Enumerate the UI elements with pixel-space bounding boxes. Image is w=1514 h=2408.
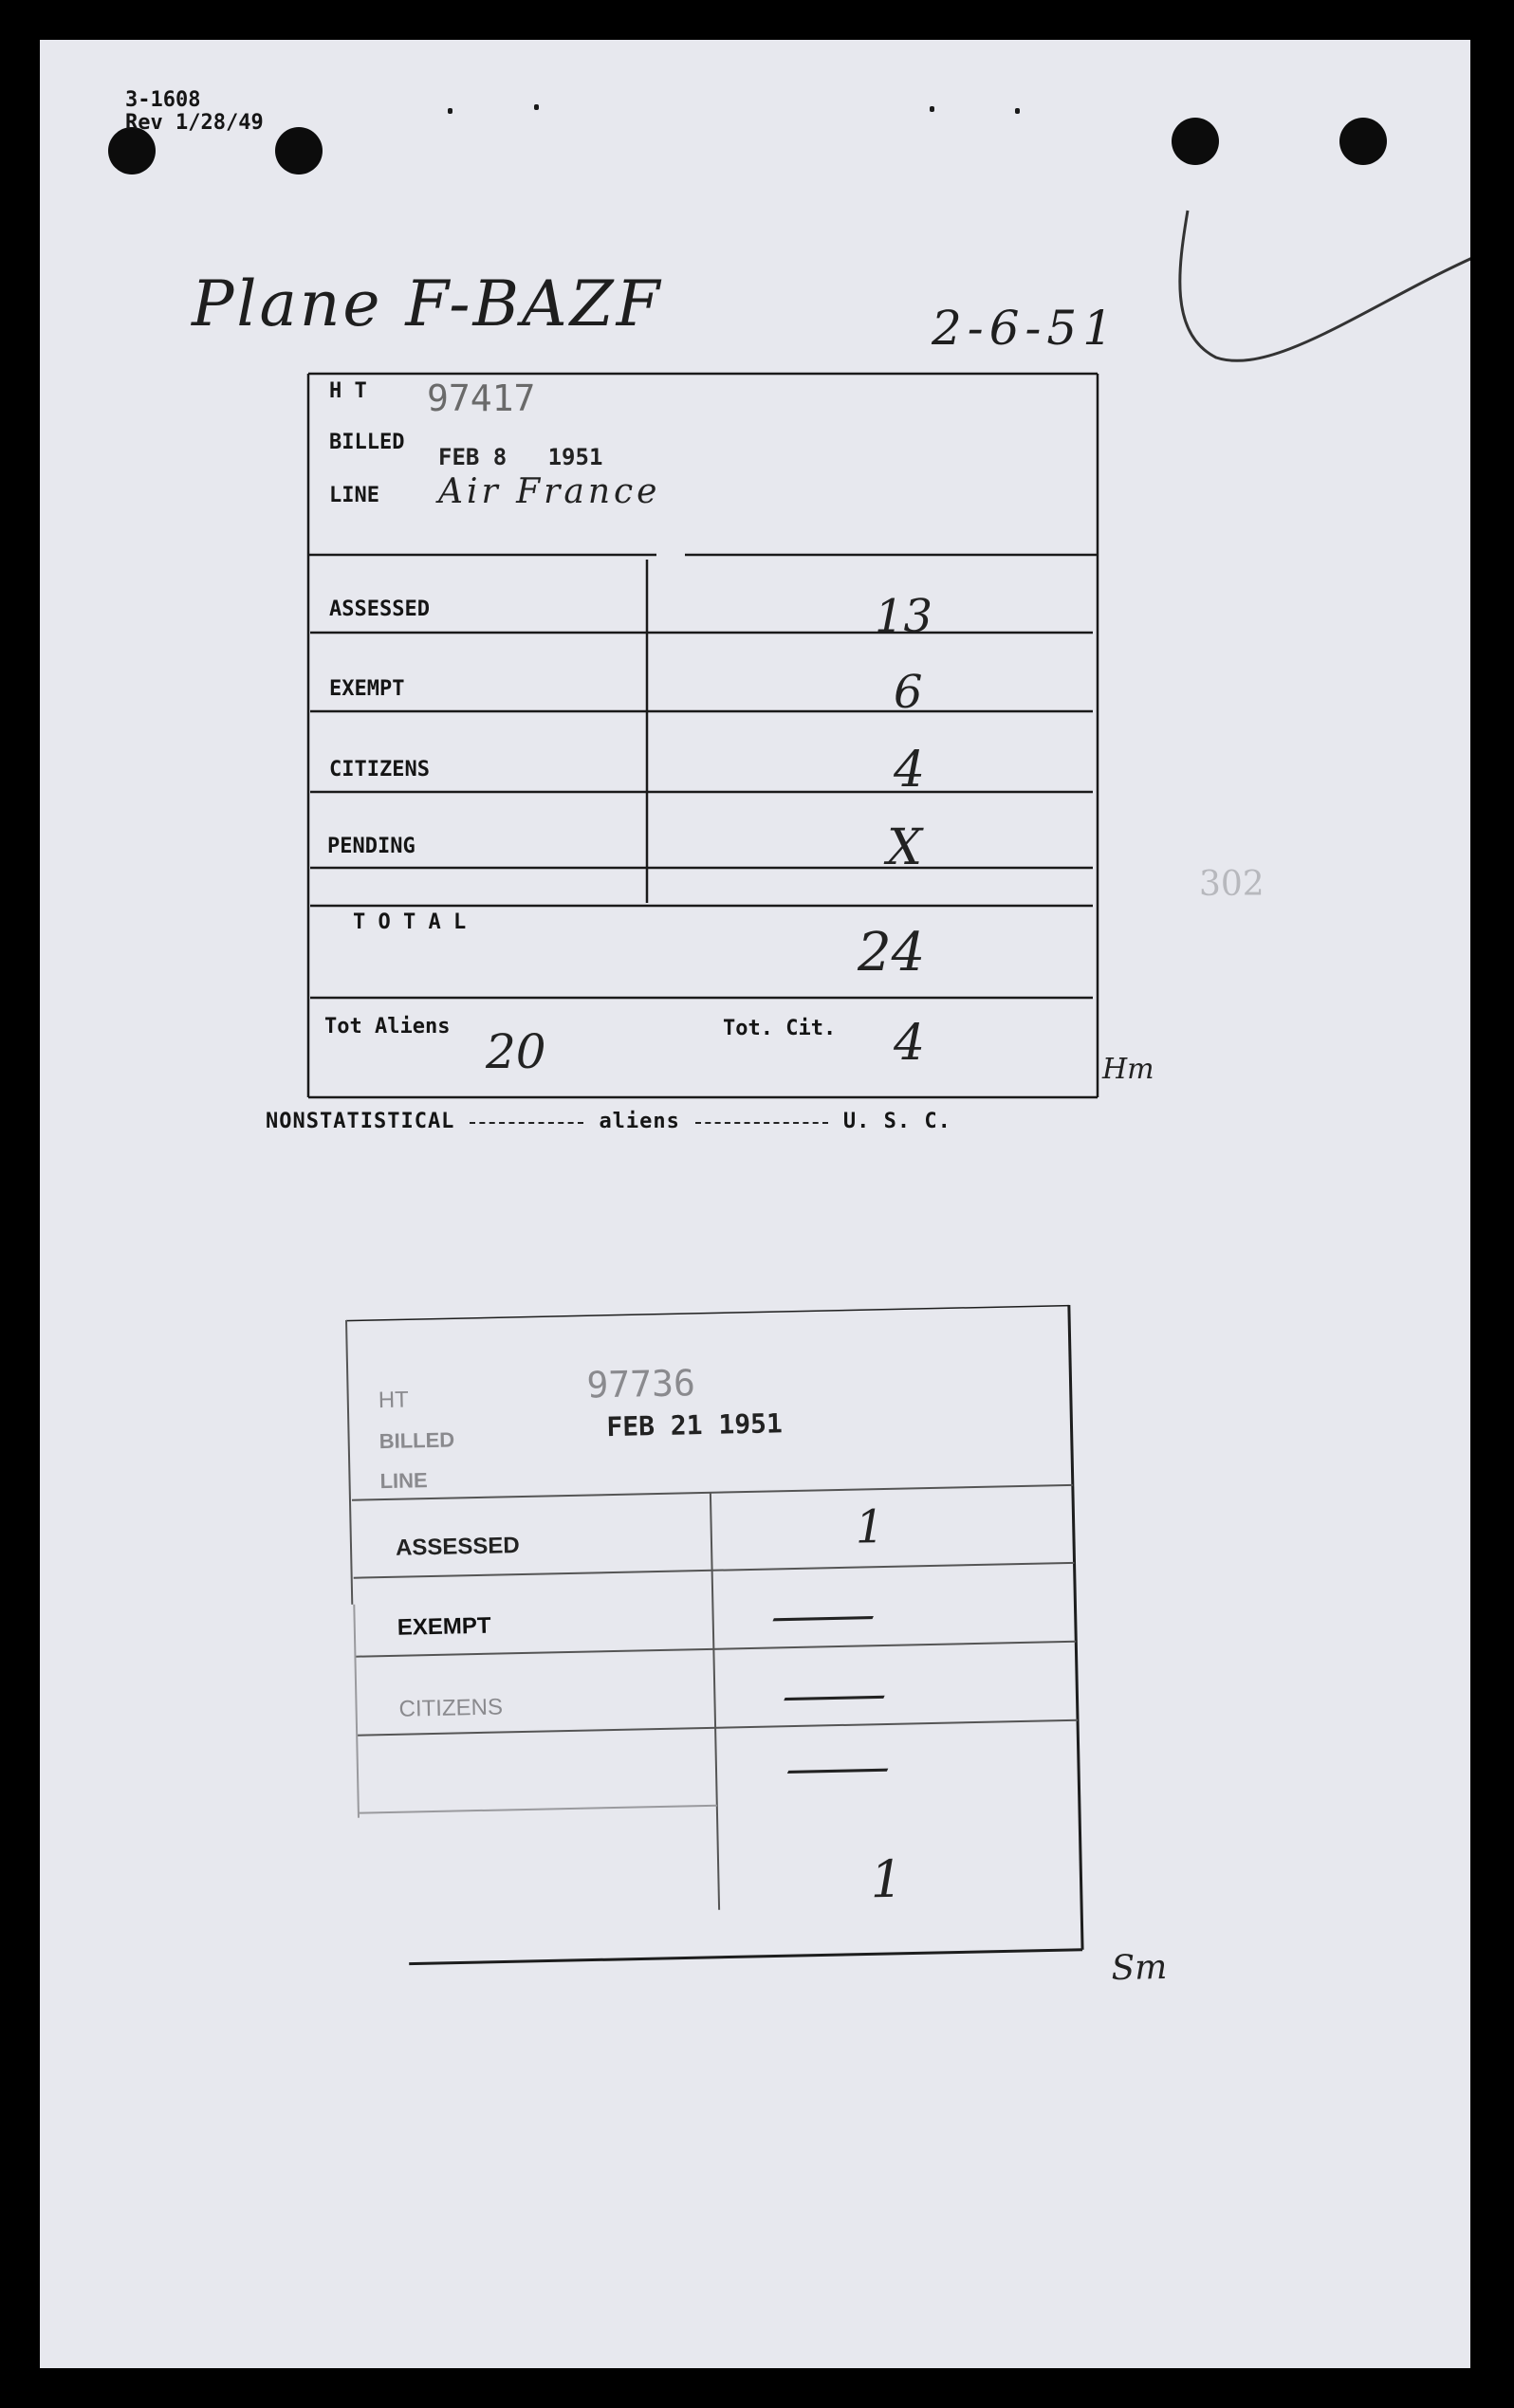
card1-initials: Hm [1102,1053,1154,1086]
card2-ht-label: HT [378,1387,410,1414]
nonstatistical-usc-label: U. S. C. [842,1110,951,1133]
nonstatistical-line [266,1110,951,1133]
card1-total-value: 24 [858,922,926,983]
card1-billed-label: BILLED [329,431,405,454]
card2-ht-number: 97736 [586,1362,696,1406]
tally-card-2 [339,1305,1168,1989]
card2-row-value: — [782,1739,894,1796]
nonstatistical-aliens-label: aliens [599,1110,680,1133]
card1-row-value: 6 [894,666,923,719]
plane-id: Plane F-BAZF [192,267,663,340]
nonstatistical-aliens-blank [470,1122,583,1124]
card1-billed-date: FEB 8 1951 [438,444,603,470]
card1-row-label: ASSESSED [329,597,430,621]
card1-tot-cit-value: 4 [894,1015,926,1072]
card2-line-label: LINE [379,1468,428,1494]
card2-total-value: 1 [869,1848,904,1910]
card1-row-label: PENDING [327,835,415,858]
card2-billed-date: FEB 21 1951 [606,1407,784,1443]
nonstatistical-usc-blank [695,1122,828,1124]
card2-row-value: — [767,1588,878,1644]
card1-tot-cit-label: Tot. Cit. [723,1017,837,1040]
card2-row-value: — [779,1666,890,1723]
form-code-revision: Rev 1/28/49 [125,111,264,135]
card1-row-value: X [887,819,923,876]
document-page [40,40,1470,2368]
card1-row-label: CITIZENS [329,758,430,781]
card1-ht-number: 97417 [427,377,536,419]
card1-total-label: T O T A L [353,910,467,934]
card1-ht-label: H T [329,379,367,403]
card2-row-label: CITIZENS [398,1694,504,1722]
handwritten-date: 2-6-51 [932,301,1119,356]
card1-row-label: EXEMPT [329,677,405,701]
card2-row-label: ASSESSED [395,1533,521,1561]
card1-row-value: 13 [875,590,933,643]
tally-card-1-lines [40,40,1470,1273]
card1-line-value: Air France [438,472,661,511]
card1-row-value: 4 [894,742,926,799]
card2-billed-label: BILLED [378,1427,455,1454]
form-code-number: 3-1608 [125,88,201,112]
card2-initials: Sm [1111,1947,1168,1989]
card1-tot-aliens-label: Tot Aliens [324,1015,451,1039]
card1-line-label: LINE [329,484,379,507]
card2-row-value: 1 [855,1500,885,1554]
card1-tot-aliens-value: 20 [486,1024,546,1079]
nonstatistical-label: NONSTATISTICAL [266,1110,455,1133]
page-stamp-number: 302 [1199,865,1265,904]
card2-row-label: EXEMPT [397,1612,491,1641]
